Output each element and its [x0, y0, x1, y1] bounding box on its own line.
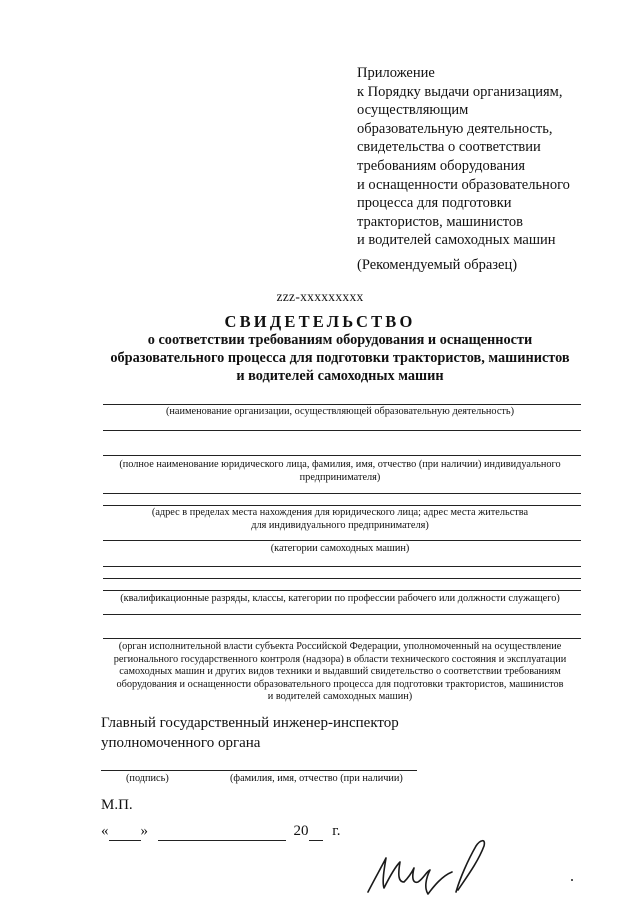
- date-open-quote: «: [101, 823, 109, 839]
- year-prefix: 20: [293, 823, 309, 839]
- appendix-line: Приложение: [357, 65, 435, 81]
- caption-line: предпринимателя): [299, 471, 381, 483]
- authority-line-2[interactable]: [103, 638, 581, 639]
- organization-name-caption: (наименование организации, осуществляющей образовательную деятельность): [165, 406, 515, 417]
- appendix-line: образовательную деятельность,: [357, 120, 553, 137]
- legal-name-line-2[interactable]: [103, 493, 581, 494]
- caption-line: самоходных машин и других видов техники и выдавший свидетельство о соответствии требованиям: [119, 666, 561, 678]
- caption-line: (орган исполнительной власти субъекта Российской Федерации, уполномоченный на осуществление: [118, 641, 562, 652]
- caption-line: (полное наименование юридического лица, фамилия, имя, отчество (при наличии) индивидуального: [119, 459, 561, 470]
- certificate-number: zzz-xxxxxxxxx: [276, 289, 364, 304]
- signer-title-line: Главный государственный инженер-инспектор: [101, 715, 399, 731]
- machine-categories-caption: (категории самоходных машин): [270, 543, 410, 554]
- address-line-2[interactable]: [103, 540, 581, 541]
- caption-line: и водителей самоходных машин): [267, 691, 413, 703]
- subtitle-line: о соответствии требованиям оборудования и оснащенности: [147, 332, 533, 348]
- qualification-caption: (квалификационные разряды, классы, категории по профессии рабочего или должности служащего): [120, 593, 560, 604]
- appendix-header: [357, 64, 617, 250]
- appendix-line: и оснащенности образовательного: [357, 176, 570, 193]
- authority-caption: [70, 641, 610, 704]
- signature-line[interactable]: [101, 770, 417, 771]
- recommended-sample-note: (Рекомендуемый образец): [357, 257, 518, 273]
- day-field[interactable]: [109, 823, 141, 841]
- month-field[interactable]: [158, 823, 286, 841]
- scan-dot: [571, 879, 573, 881]
- appendix-line: осуществляющим: [357, 102, 469, 119]
- appendix-line: трактористов, машинистов: [357, 213, 524, 230]
- caption-line: оборудования и оснащенности образовательного процесса для подготовки трактористов, машинистов: [116, 678, 564, 690]
- appendix-line: и водителей самоходных машин: [357, 232, 556, 249]
- handwritten-signature: [360, 832, 500, 902]
- year-suffix: г.: [332, 823, 341, 839]
- caption-line: (адрес в пределах места нахождения для юридического лица; адрес места жительства: [151, 507, 529, 518]
- signer-title: [101, 714, 399, 753]
- qualification-line[interactable]: [103, 590, 581, 591]
- appendix-line: свидетельства о соответствии: [357, 139, 541, 156]
- caption-line: регионального государственного контроля (надзора) в области технического состояния и эксплуатации: [113, 653, 567, 665]
- caption-line: для индивидуального предпринимателя): [251, 519, 429, 531]
- appendix-line: процесса для подготовки: [357, 195, 512, 212]
- date-close-quote: »: [140, 823, 148, 839]
- certificate-title: СВИДЕТЕЛЬСТВО: [224, 312, 416, 331]
- address-caption: [80, 507, 600, 532]
- subtitle-line: и водителей самоходных машин: [236, 368, 444, 384]
- machine-categories-line[interactable]: [103, 566, 581, 567]
- signature-caption: (подпись): [126, 773, 169, 784]
- appendix-line: к Порядку выдачи организациям,: [357, 83, 563, 100]
- stamp-place: М.П.: [101, 797, 133, 813]
- certificate-subtitle: [60, 331, 620, 385]
- date-line: [101, 823, 340, 841]
- legal-name-line[interactable]: [103, 455, 581, 456]
- legal-name-caption: [80, 459, 600, 484]
- signer-title-line: уполномоченного органа: [101, 734, 261, 751]
- address-line[interactable]: [103, 505, 581, 506]
- authority-line[interactable]: [103, 614, 581, 615]
- subtitle-line: образовательного процесса для подготовки трактористов, машинистов: [110, 350, 570, 366]
- organization-name-line[interactable]: [103, 404, 581, 405]
- year-field[interactable]: [309, 823, 323, 841]
- appendix-line: требованиям оборудования: [357, 157, 526, 174]
- name-caption: (фамилия, имя, отчество (при наличии): [230, 773, 403, 784]
- machine-categories-line-2[interactable]: [103, 578, 581, 579]
- organization-name-line-2[interactable]: [103, 430, 581, 431]
